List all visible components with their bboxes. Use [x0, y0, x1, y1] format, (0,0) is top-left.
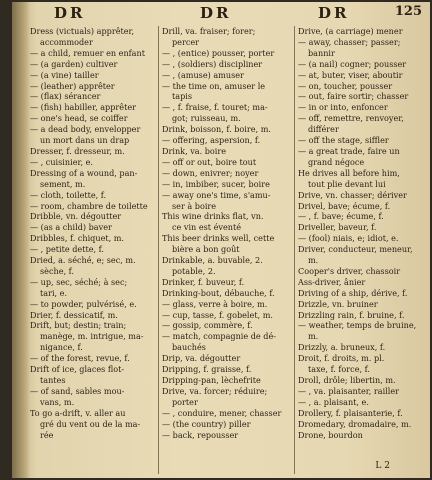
dictionary-entry-line: — in or into, enfoncer: [298, 102, 388, 113]
book-gutter: [12, 2, 30, 478]
dictionary-entry-line: Drinkable, a. buvable, 2.: [162, 255, 263, 266]
dictionary-entry-line: taxe, f. force, f.: [308, 364, 370, 375]
dictionary-entry-line: gré du vent ou de la ma-: [40, 418, 141, 429]
dictionary-entry-line: He drives all before him,: [298, 167, 400, 178]
dictionary-entry-line: This wine drinks flat, vn.: [162, 211, 264, 222]
dictionary-entry-line: — off or out, boire tout: [162, 156, 257, 167]
header-guide-word-left: DR: [54, 4, 86, 22]
dictionary-entry-line: — , (soldiers) discipliner: [162, 58, 263, 69]
dictionary-entry-line: Drone, bourdon: [298, 429, 363, 440]
dictionary-entry-line: — , petite dette, f.: [30, 244, 104, 255]
dictionary-entry-line: — of the forest, revue, f.: [30, 353, 130, 364]
dictionary-entry-line: — glass, verre à boire, m.: [162, 298, 268, 309]
dictionary-entry-line: bannir: [308, 47, 335, 58]
dictionary-entry-line: — (a garden) cultiver: [30, 58, 118, 69]
dictionary-entry-line: — the time on, amuser le: [162, 80, 266, 91]
dictionary-entry-line: — cup, tasse, f. gobelet, m.: [162, 309, 273, 320]
dictionary-entry-line: sèche, f.: [40, 265, 74, 276]
dictionary-entry-line: Drinking-bout, débauche, f.: [162, 287, 275, 298]
dictionary-entry-line: Cooper's driver, chassoir: [298, 265, 401, 276]
dictionary-entry-line: m.: [308, 331, 319, 342]
dictionary-entry-line: — cloth, toilette, f.: [30, 189, 107, 200]
dictionary-entry-line: manège, m. intrigue, ma-: [40, 331, 144, 342]
dictionary-entry-line: potable, 2.: [172, 265, 216, 276]
dictionary-entry-line: Driver, conducteur, meneur,: [298, 244, 413, 255]
dictionary-entry-line: Drizzly, a. bruneux, f.: [298, 342, 386, 353]
dictionary-entry-line: This beer drinks well, cette: [162, 233, 275, 244]
page-header: [32, 4, 426, 24]
dictionary-entry-line: — , a. plaisant, e.: [298, 396, 369, 407]
dictionary-entry-line: Drive, va. forcer; réduire;: [162, 385, 268, 396]
dictionary-entry-line: Drink, boisson, f. boire, m.: [162, 124, 271, 135]
dictionary-entry-line: Drizzle, vn. bruiner: [298, 298, 378, 309]
dictionary-entry-line: sement, m.: [40, 178, 86, 189]
dictionary-entry-line: — in, imbiber, sucer, boire: [162, 178, 270, 189]
dictionary-entry-line: différer: [308, 124, 339, 135]
dictionary-entry-line: — , (amuse) amuser: [162, 69, 244, 80]
dictionary-entry-line: — a child, remuer en enfant: [30, 47, 145, 58]
dictionary-entry-line: — room, chambre de toilette: [30, 200, 148, 211]
dictionary-entry-line: — a great trade, faire un: [298, 145, 400, 156]
dictionary-entry-line: — (flax) sérancer: [30, 91, 101, 102]
dictionary-entry-line: — , cuisinier, e.: [30, 156, 93, 167]
dictionary-entry-line: m.: [308, 255, 319, 266]
dictionary-entry-line: Dripping, f. graisse, f.: [162, 364, 252, 375]
dictionary-entry-line: ser à boire: [172, 200, 217, 211]
dictionary-entry-line: Droll, drôle; libertin, m.: [298, 375, 396, 385]
dictionary-entry-line: — (as a child) baver: [30, 222, 112, 233]
dictionary-entry-line: — of sand, sables mou-: [30, 385, 125, 396]
dictionary-entry-line: Drizzling rain, f. bruine, f.: [298, 309, 405, 320]
dictionary-entry-line: accommoder: [40, 36, 93, 47]
dictionary-entry-line: — off, remettre, renvoyer,: [298, 113, 404, 124]
dictionary-entry-line: — (fish) habiller, apprêter: [30, 102, 136, 113]
header-guide-word-right: DR: [318, 4, 350, 22]
dictionary-entry-line: Drift, but; destin; train;: [30, 320, 127, 331]
dictionary-entry-line: porter: [172, 396, 198, 407]
dictionary-entry-line: To go a-drift, v. aller au: [30, 407, 126, 418]
dictionary-entry-line: — offering, aspersion, f.: [162, 135, 261, 146]
dictionary-entry-line: Driveller, baveur, f.: [298, 222, 377, 233]
dictionary-entry-line: Drollery, f. plaisanterie, f.: [298, 407, 403, 418]
dictionary-entry-line: percer: [172, 36, 200, 47]
dictionary-entry-line: — , (entice) pousser, porter: [162, 47, 275, 58]
entries-column-2: [162, 26, 292, 478]
dictionary-entry-line: — , f. fraise, f. touret; ma-: [162, 102, 268, 113]
dictionary-entry-line: Drier, f. dessicatif, m.: [30, 309, 118, 320]
dictionary-entry-line: — gossip, commère, f.: [162, 320, 253, 331]
dictionary-entry-line: tapis: [172, 91, 193, 102]
dictionary-entry-line: — up, sec, séché; à sec;: [30, 276, 128, 287]
dictionary-entry-line: — to powder, pulvérisé, e.: [30, 298, 137, 309]
dictionary-entry-line: vans, m.: [40, 396, 75, 407]
dictionary-entry-line: Drivel, bave; écume, f.: [298, 200, 391, 211]
dictionary-entry-line: Dressing of a wound, pan-: [30, 167, 138, 178]
dictionary-entry-line: grand négoce: [308, 156, 365, 167]
dictionary-entry-line: tout plie devant lui: [308, 178, 386, 189]
entries-column-3: [298, 26, 428, 478]
dictionary-entry-line: got; ruisseau, m.: [172, 113, 241, 124]
dictionary-entry-line: — (a nail) cogner; pousser: [298, 58, 407, 69]
dictionary-entry-line: Dribble, vn. dégoutter: [30, 211, 122, 222]
dictionary-entry-line: Dresser, f. dresseur, m.: [30, 145, 125, 156]
dictionary-entry-line: — at, buter, viser, aboutir: [298, 69, 403, 80]
dictionary-entry-line: Dromedary, dromadaire, m.: [298, 418, 412, 429]
dictionary-entry-line: tari, e.: [40, 287, 68, 298]
dictionary-entry-line: — , f. bave; écume, f.: [298, 211, 384, 222]
dictionary-entry-line: — (a vine) tailler: [30, 69, 99, 80]
dictionary-entry-line: — (leather) apprêter: [30, 80, 115, 91]
column-rule-2: [294, 26, 295, 474]
dictionary-entry-line: — (the country) piller: [162, 418, 251, 429]
dictionary-entry-line: nigance, f.: [40, 342, 83, 353]
dictionary-entry-line: Droit, f. droits, m. pl.: [298, 353, 385, 364]
column-rule-1: [158, 26, 159, 474]
dictionary-entry-line: un mort dans un drap: [40, 135, 130, 146]
dictionary-entry-line: — weather, temps de bruine,: [298, 320, 417, 331]
dictionary-entry-line: — on, toucher, pousser: [298, 80, 393, 91]
header-guide-word-center: DR: [200, 4, 232, 22]
dictionary-entry-line: Ass-driver, ânier: [298, 276, 366, 287]
dictionary-entry-line: Drive, (a carriage) mener: [298, 26, 403, 36]
dictionary-entry-line: — off the stage, siffler: [298, 135, 389, 146]
dictionary-entry-line: Drink, va. boire: [162, 145, 227, 156]
dictionary-entry-line: — down, enivrer; noyer: [162, 167, 259, 178]
dictionary-entry-line: Drinker, f. buveur, f.: [162, 276, 245, 287]
dictionary-entry-line: Drip, va. dégoutter: [162, 353, 241, 364]
dictionary-entry-line: — away, chasser; passer;: [298, 36, 401, 47]
dictionary-entry-line: Driving of a ship, dérive, f.: [298, 287, 408, 298]
dictionary-entry-line: — one's head, se coiffer: [30, 113, 128, 124]
dictionary-page: [12, 2, 430, 478]
dictionary-entry-line: bière a bon goût: [172, 244, 240, 255]
dictionary-entry-line: — out, faire sortir; chasser: [298, 91, 409, 102]
dictionary-entry-line: rée: [40, 429, 54, 440]
entries-column-1: [30, 26, 156, 478]
dictionary-entry-line: tantes: [40, 375, 66, 385]
dictionary-entry-line: bauchés: [172, 342, 206, 353]
dictionary-entry-line: ce vin est éventé: [172, 222, 242, 233]
dictionary-entry-line: — away one's time, s'amu-: [162, 189, 271, 200]
dictionary-entry-line: Dried, a. séché, e; sec, m.: [30, 255, 136, 266]
signature-mark: L 2: [375, 461, 390, 471]
dictionary-entry-line: — match, compagnie de dé-: [162, 331, 276, 342]
dictionary-entry-line: Dress (victuals) apprêter,: [30, 26, 135, 36]
dictionary-entry-line: — , conduire, mener, chasser: [162, 407, 282, 418]
dictionary-entry-line: — (fool) niais, e; idiot, e.: [298, 233, 399, 244]
dictionary-entry-line: Dripping-pan, lèchefrite: [162, 375, 261, 385]
dictionary-entry-line: Drill, va. fraiser; forer;: [162, 26, 256, 36]
dictionary-entry-line: Drift of ice, glaces flot-: [30, 364, 125, 375]
dictionary-entry-line: Dribbles, f. chiquet, m.: [30, 233, 125, 244]
dictionary-entry-line: Drive, vn. chasser; dériver: [298, 189, 407, 200]
dictionary-entry-line: — back, repousser: [162, 429, 239, 440]
dictionary-entry-line: — a dead body, envelopper: [30, 124, 141, 135]
dictionary-entry-line: — , va. plaisanter, railler: [298, 385, 400, 396]
page-number: 125: [394, 4, 422, 19]
